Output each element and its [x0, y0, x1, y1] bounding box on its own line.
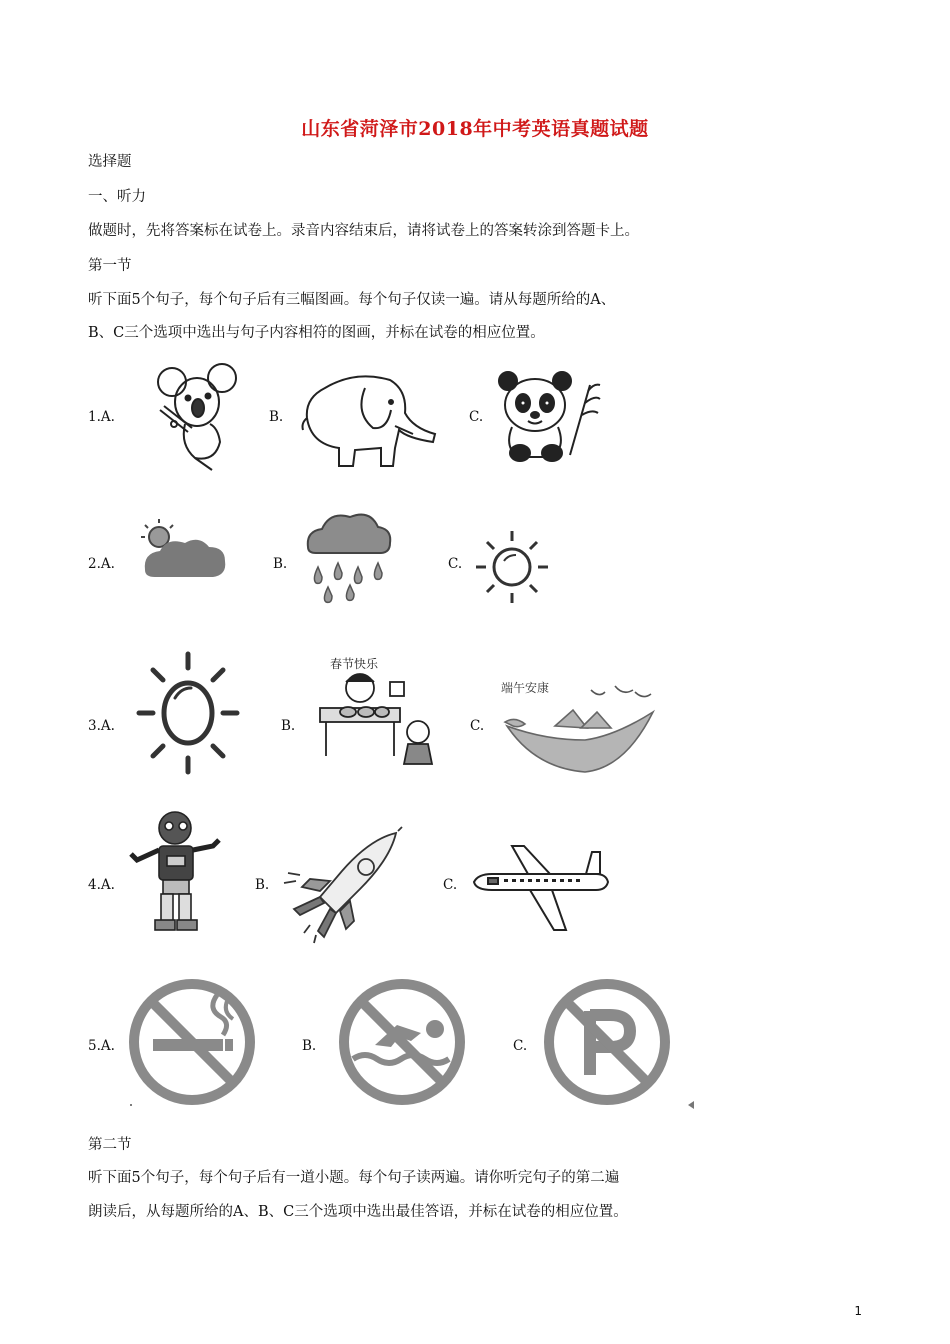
question-4-option-c: C.	[443, 877, 458, 893]
question-2-option-b: B.	[273, 556, 288, 572]
dragon-boat-caption: 端午安康	[501, 681, 550, 695]
sun-icon	[470, 525, 555, 610]
section2-line1: 听下面5个句子，每个句子后有一道小题。每个句子读两遍。请你听完句子的第二遍	[88, 1170, 620, 1186]
section1-heading: 第一节	[88, 258, 132, 274]
page-title: 山东省菏泽市2018年中考英语真题试题	[301, 118, 649, 140]
question-2-option-c: C.	[448, 556, 463, 572]
section1-line2: B、C三个选项中选出与句子内容相符的图画，并标在试卷的相应位置。	[88, 325, 545, 341]
question-2-label: 2.A.	[88, 556, 115, 572]
dragon-boat-festival-icon	[495, 672, 665, 777]
panda-icon	[490, 365, 605, 465]
part-heading: 一、听力	[88, 189, 146, 205]
elephant-icon	[295, 368, 440, 478]
cloudy-icon	[135, 515, 230, 590]
instruction-text: 做题时，先将答案标在试卷上。录音内容结束后，请将试卷上的答案转涂到答题卡上。	[88, 223, 639, 239]
spring-festival-icon	[308, 652, 443, 772]
question-5-option-c: C.	[513, 1038, 528, 1054]
robot-icon	[125, 808, 225, 936]
question-4-option-b: B.	[255, 877, 270, 893]
question-5-option-b: B.	[302, 1038, 317, 1054]
koala-icon	[150, 350, 245, 475]
section-type: 选择题	[88, 154, 132, 170]
sun-icon	[133, 648, 243, 778]
airplane-icon	[468, 840, 613, 935]
rain-icon	[300, 505, 395, 605]
question-4-label: 4.A.	[88, 877, 115, 893]
spring-festival-caption: 春节快乐	[330, 657, 379, 671]
question-1-option-b: B.	[269, 409, 284, 425]
question-3-option-c: C.	[470, 718, 485, 734]
question-3-label: 3.A.	[88, 718, 115, 734]
section2-line2: 朗读后，从每题所给的A、B、C三个选项中选出最佳答语，并标在试卷的相应位置。	[88, 1204, 628, 1220]
question-1-option-c: C.	[469, 409, 484, 425]
no-swimming-icon	[335, 975, 470, 1110]
no-smoking-icon	[125, 975, 260, 1110]
question-3-option-b: B.	[281, 718, 296, 734]
page-number: 1	[854, 1304, 862, 1318]
question-5-label: 5.A.	[88, 1038, 115, 1054]
section2-heading: 第二节	[88, 1137, 132, 1153]
no-parking-icon	[540, 975, 700, 1115]
section1-line1: 听下面5个句子，每个句子后有三幅图画。每个句子仅读一遍。请从每题所给的A、	[88, 292, 616, 308]
rocket-icon	[280, 825, 410, 945]
question-1-label: 1.A.	[88, 409, 115, 425]
